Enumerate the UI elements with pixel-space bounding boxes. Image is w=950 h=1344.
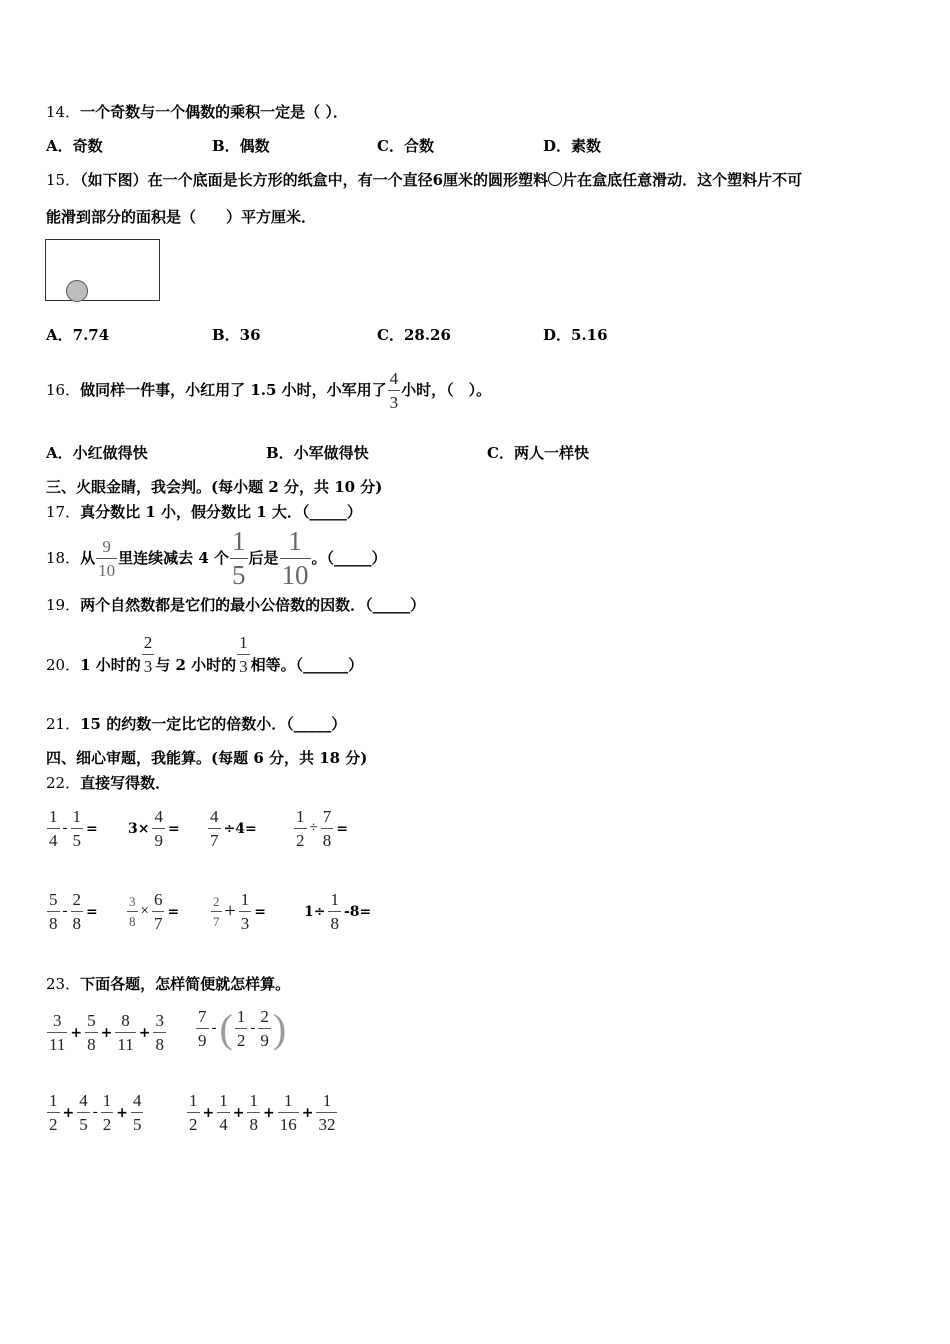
question-15 bbox=[46, 170, 802, 190]
question-text: （如下图）在一个底面是长方形的纸盒中，有一个直径 bbox=[80, 171, 433, 189]
option-b[interactable]: B．偶数 bbox=[212, 137, 270, 155]
fraction bbox=[316, 1092, 337, 1133]
minus-sign: - bbox=[62, 820, 68, 836]
numerator: 2 bbox=[143, 632, 153, 652]
denominator: 4 bbox=[217, 1112, 230, 1133]
question-text: 与 2 小时的 bbox=[155, 656, 237, 674]
numerator: 4 bbox=[154, 807, 163, 826]
left-paren: ( bbox=[219, 1005, 233, 1051]
fraction bbox=[247, 1092, 260, 1133]
fraction bbox=[230, 525, 248, 590]
plus-sign: + bbox=[262, 1104, 275, 1121]
denominator: 2 bbox=[187, 1112, 200, 1133]
numerator: 5 bbox=[87, 1011, 96, 1030]
question-23 bbox=[46, 974, 290, 994]
question-17 bbox=[46, 502, 362, 522]
expression bbox=[46, 1092, 144, 1133]
fraction bbox=[47, 808, 60, 849]
plus-sign: + bbox=[224, 900, 236, 922]
question-text: 6 bbox=[432, 171, 444, 189]
expression bbox=[46, 891, 100, 932]
fraction bbox=[237, 634, 250, 675]
question-text: 厘米的圆形塑料 bbox=[443, 171, 549, 189]
question-22 bbox=[46, 773, 170, 793]
question-text: 。（_____） bbox=[311, 549, 387, 567]
option-c[interactable]: C．两人一样快 bbox=[487, 444, 589, 462]
plus-sign: + bbox=[232, 1104, 245, 1121]
equals-sign: = bbox=[336, 820, 348, 837]
fraction bbox=[196, 1008, 209, 1049]
numerator: 1 bbox=[49, 1091, 58, 1110]
plus-sign: + bbox=[138, 1024, 151, 1041]
numerator: 2 bbox=[72, 890, 81, 909]
fraction bbox=[152, 891, 165, 932]
option-b[interactable]: B．36 bbox=[212, 326, 261, 344]
question-text: 直接写得数． bbox=[80, 774, 171, 792]
option-d[interactable]: D．素数 bbox=[543, 137, 602, 155]
question-18 bbox=[46, 525, 387, 590]
fraction bbox=[115, 1012, 135, 1053]
denominator: 2 bbox=[235, 1028, 248, 1049]
question-text: 小时，（ ）。 bbox=[401, 381, 492, 399]
denominator: 8 bbox=[321, 828, 334, 849]
numerator: 2 bbox=[260, 1007, 269, 1026]
numerator: 1 bbox=[232, 525, 246, 556]
denominator: 8 bbox=[85, 1032, 98, 1053]
denominator: 9 bbox=[196, 1028, 209, 1049]
fraction bbox=[388, 370, 401, 411]
question-number: 20． bbox=[46, 656, 81, 674]
question-15-line2: 能滑到部分的面积是（ ）平方厘米． bbox=[46, 208, 317, 226]
section-3-title: 三、火眼金睛，我会判。(每小题 2 分，共 10 分) bbox=[46, 478, 383, 496]
option-a[interactable]: A．7.74 bbox=[46, 326, 110, 344]
expression bbox=[46, 1012, 167, 1053]
numerator: 3 bbox=[155, 1011, 164, 1030]
question-text: 下面各题，怎样简便就怎样算。 bbox=[80, 975, 291, 993]
numerator: 1 bbox=[283, 1091, 293, 1110]
denominator: 2 bbox=[47, 1112, 60, 1133]
numerator: 7 bbox=[198, 1007, 207, 1026]
minus-sign: - bbox=[62, 903, 68, 919]
numerator: 3 bbox=[52, 1011, 62, 1030]
denominator: 7 bbox=[208, 828, 221, 849]
question-text: 后是 bbox=[248, 549, 279, 567]
plus-sign: + bbox=[62, 1104, 75, 1121]
fraction bbox=[77, 1092, 90, 1133]
numerator: 7 bbox=[322, 807, 332, 826]
expression bbox=[293, 808, 350, 849]
minus-sign: - bbox=[92, 1104, 98, 1120]
denominator: 8 bbox=[127, 911, 138, 928]
denominator: 4 bbox=[47, 828, 60, 849]
denominator: 3 bbox=[239, 911, 252, 932]
fraction bbox=[258, 1008, 271, 1049]
numerator: 1 bbox=[236, 1007, 246, 1026]
numerator: 1 bbox=[249, 1091, 258, 1110]
numerator: 1 bbox=[240, 890, 250, 909]
fraction bbox=[280, 525, 311, 590]
fraction bbox=[131, 1092, 144, 1133]
fraction bbox=[152, 808, 165, 849]
option-a[interactable]: A．奇数 bbox=[46, 137, 103, 155]
question-text: 1 小时的 bbox=[80, 656, 141, 674]
denominator: 9 bbox=[258, 1028, 271, 1049]
denominator: 16 bbox=[278, 1112, 299, 1133]
expression bbox=[195, 1005, 287, 1051]
fraction bbox=[239, 891, 252, 932]
numerator: 3 bbox=[129, 894, 136, 909]
plastic-disc bbox=[66, 280, 88, 302]
numerator: 1 bbox=[189, 1091, 198, 1110]
fraction bbox=[211, 895, 222, 928]
numerator: 4 bbox=[132, 1091, 142, 1110]
fraction bbox=[328, 891, 341, 932]
operator: 1÷ bbox=[304, 903, 326, 920]
operator: -8= bbox=[343, 903, 372, 920]
question-number: 16． bbox=[46, 381, 81, 399]
numerator: 1 bbox=[322, 1091, 332, 1110]
option-c[interactable]: C．合数 bbox=[377, 137, 434, 155]
equals-sign: = bbox=[167, 903, 180, 920]
expression bbox=[126, 808, 182, 849]
fraction bbox=[321, 808, 334, 849]
fraction bbox=[96, 538, 117, 579]
plus-sign: + bbox=[116, 1104, 128, 1121]
expression bbox=[302, 891, 373, 932]
denominator: 3 bbox=[388, 390, 401, 411]
expression bbox=[126, 891, 181, 932]
question-text: 15 的约数一定比它的倍数小．（_____） bbox=[80, 715, 347, 733]
question-text: 两个自然数都是它们的最小公倍数的因数．（_____） bbox=[80, 596, 426, 614]
denominator: 10 bbox=[281, 559, 309, 590]
question-text: 片在盒底任意滑动．这个塑料片不可 bbox=[562, 171, 803, 189]
minus-sign: - bbox=[250, 1020, 256, 1036]
denominator: 8 bbox=[153, 1032, 166, 1053]
denominator: 32 bbox=[316, 1112, 337, 1133]
numerator: 4 bbox=[389, 368, 399, 388]
denominator: 2 bbox=[101, 1112, 114, 1133]
fraction bbox=[187, 1092, 200, 1133]
question-text: 相等。（______） bbox=[250, 656, 364, 674]
numerator: 1 bbox=[102, 1091, 112, 1110]
denominator: 3 bbox=[237, 654, 250, 675]
question-number: 23． bbox=[46, 975, 81, 993]
question-16 bbox=[46, 360, 491, 420]
denominator: 8 bbox=[47, 911, 60, 932]
denominator: 3 bbox=[142, 654, 155, 675]
option-a[interactable]: A．小红做得快 bbox=[46, 444, 148, 462]
fraction bbox=[71, 891, 84, 932]
denominator: 5 bbox=[232, 559, 246, 590]
denominator: 2 bbox=[294, 828, 307, 849]
question-text: 从 bbox=[80, 549, 96, 567]
operator: ÷4= bbox=[223, 820, 257, 837]
fraction bbox=[208, 808, 221, 849]
numerator: 1 bbox=[219, 1091, 228, 1110]
numerator: 5 bbox=[49, 890, 58, 909]
denominator: 8 bbox=[247, 1112, 260, 1133]
question-20 bbox=[46, 628, 363, 702]
fraction bbox=[47, 1092, 60, 1133]
question-number: 21． bbox=[46, 715, 81, 733]
fraction bbox=[278, 1092, 299, 1133]
plus-sign: + bbox=[100, 1024, 113, 1041]
denominator: 8 bbox=[71, 911, 84, 932]
denominator: 8 bbox=[328, 911, 341, 932]
question-number: 22． bbox=[46, 774, 81, 792]
question-number: 15． bbox=[46, 171, 81, 189]
expression bbox=[207, 808, 259, 849]
circle-icon bbox=[548, 172, 562, 186]
numerator: 2 bbox=[213, 894, 220, 909]
denominator: 5 bbox=[77, 1112, 90, 1133]
denominator: 10 bbox=[96, 558, 117, 579]
plus-sign: + bbox=[301, 1104, 314, 1121]
plus-sign: + bbox=[70, 1024, 83, 1041]
question-21 bbox=[46, 714, 346, 734]
numerator: 1 bbox=[49, 807, 58, 826]
question-number: 19． bbox=[46, 596, 81, 614]
plus-sign: + bbox=[202, 1104, 215, 1121]
minus-sign: - bbox=[211, 1020, 217, 1036]
option-b[interactable]: B．小军做得快 bbox=[266, 444, 369, 462]
denominator: 5 bbox=[131, 1112, 144, 1133]
divide-sign: ÷ bbox=[309, 820, 318, 836]
numerator: 1 bbox=[330, 890, 339, 909]
fraction bbox=[47, 891, 60, 932]
equals-sign: = bbox=[86, 903, 98, 920]
denominator: 11 bbox=[47, 1032, 67, 1053]
fraction bbox=[153, 1012, 166, 1053]
expression bbox=[46, 808, 100, 849]
fraction bbox=[127, 895, 138, 928]
expression bbox=[210, 891, 268, 932]
question-14 bbox=[46, 102, 348, 122]
question-number: 14． bbox=[46, 103, 81, 121]
operator: 3× bbox=[128, 820, 150, 837]
denominator: 5 bbox=[71, 828, 84, 849]
numerator: 8 bbox=[121, 1011, 130, 1030]
box-figure bbox=[45, 239, 160, 301]
numerator: 4 bbox=[210, 807, 219, 826]
question-text: 做同样一件事，小红用了 1.5 小时，小军用了 bbox=[80, 381, 387, 399]
times-sign: × bbox=[140, 903, 149, 919]
expression bbox=[186, 1092, 338, 1133]
fraction bbox=[71, 808, 84, 849]
question-19 bbox=[46, 595, 425, 615]
fraction bbox=[85, 1012, 98, 1053]
fraction bbox=[217, 1092, 230, 1133]
fraction bbox=[101, 1092, 114, 1133]
fraction bbox=[142, 634, 155, 675]
question-text: 里连续减去 4 个 bbox=[118, 549, 229, 567]
equals-sign: = bbox=[254, 903, 267, 920]
equals-sign: = bbox=[167, 820, 180, 837]
fraction bbox=[235, 1008, 248, 1049]
denominator: 9 bbox=[152, 828, 165, 849]
fraction bbox=[294, 808, 307, 849]
question-text: 真分数比 1 小，假分数比 1 大．（_____） bbox=[80, 503, 362, 521]
question-number: 17． bbox=[46, 503, 81, 521]
denominator: 7 bbox=[211, 911, 222, 928]
equals-sign: = bbox=[86, 820, 98, 837]
option-d[interactable]: D．5.16 bbox=[543, 326, 608, 344]
fraction bbox=[47, 1012, 67, 1053]
section-4-title: 四、细心审题，我能算。(每题 6 分，共 18 分) bbox=[46, 749, 368, 767]
right-paren: ) bbox=[272, 1005, 287, 1051]
numerator: 1 bbox=[239, 632, 248, 652]
question-number: 18． bbox=[46, 549, 81, 567]
numerator: 1 bbox=[296, 807, 305, 826]
numerator: 9 bbox=[102, 536, 111, 556]
question-text: 一个奇数与一个偶数的乘积一定是（ ）． bbox=[80, 103, 348, 121]
option-c[interactable]: C．28.26 bbox=[377, 326, 451, 344]
numerator: 6 bbox=[153, 890, 163, 909]
denominator: 7 bbox=[152, 911, 165, 932]
numerator: 4 bbox=[79, 1091, 88, 1110]
numerator: 1 bbox=[288, 525, 302, 556]
denominator: 11 bbox=[115, 1032, 135, 1053]
numerator: 1 bbox=[72, 807, 81, 826]
